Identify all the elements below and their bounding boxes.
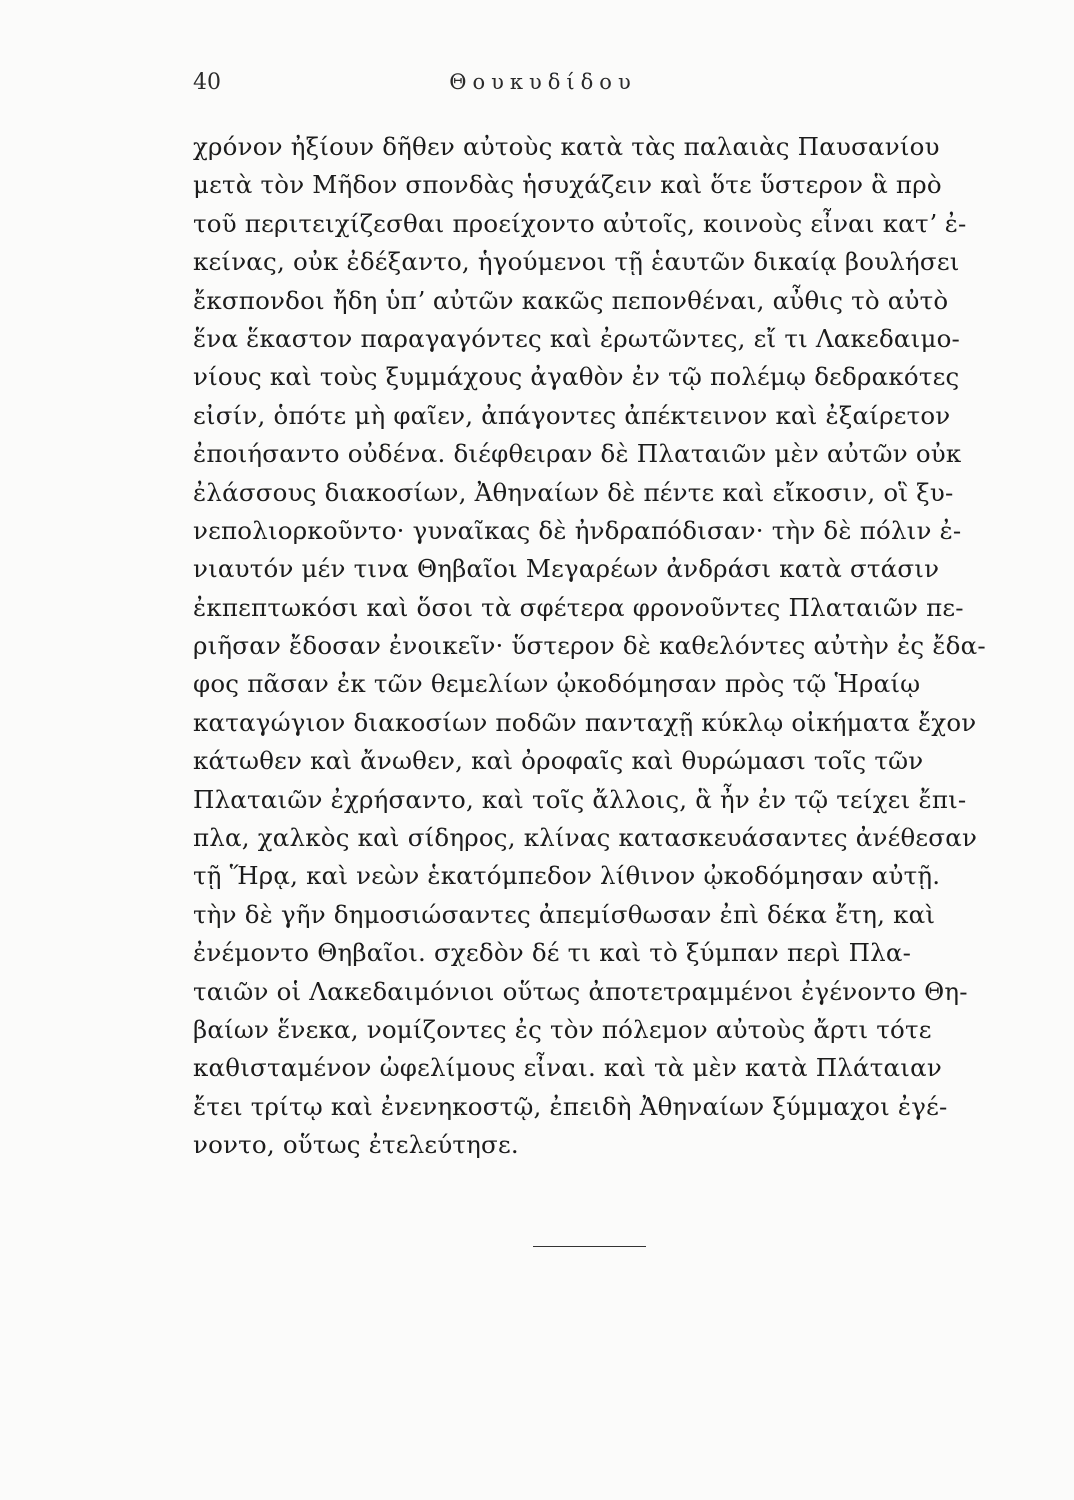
text-line: τοῦ περιτειχίζεσθαι προείχοντο αὐτοῖς, κοινοὺς εἶναι κατʼ ἐ- [193, 208, 967, 238]
text-line: εἰσίν, ὁπότε μὴ φαῖεν, ἀπάγοντες ἀπέκτεινον καὶ ἐξαίρετον [193, 400, 951, 430]
text-line: κείνας, οὐκ ἐδέξαντο, ἡγούμενοι τῇ ἑαυτῶν δικαίᾳ βουλήσει [193, 247, 960, 277]
running-head: Θουκυδίδου [449, 70, 637, 94]
text-line: ἐνέμοντο Θηβαῖοι. σχεδὸν δέ τι καὶ τὸ ξύμπαν περὶ Πλα- [193, 938, 912, 968]
text-line: ἕνα ἕκαστον παραγαγόντες καὶ ἐρωτῶντες, εἴ τι Λακεδαιμο- [193, 323, 960, 353]
text-line: ἐποιήσαντο οὐδένα. διέφθειραν δὲ Πλαταιῶν μὲν αὐτῶν οὐκ [193, 439, 962, 469]
body-text [193, 128, 986, 1165]
text-line: καθισταμένον ὠφελίμους εἶναι. καὶ τὰ μὲν κατὰ Πλάταιαν [193, 1053, 942, 1083]
text-line-final: νοντο, οὕτως ἐτελεύτησε. [193, 1130, 519, 1160]
text-line: νιαυτόν μέν τινα Θηβαῖοι Μεγαρέων ἀνδράσι κατὰ στάσιν [193, 554, 940, 584]
text-line: ἔτει τρίτῳ καὶ ἐνενηκοστῷ, ἐπειδὴ Ἀθηναίων ξύμμαχοι ἐγέ- [193, 1091, 948, 1121]
section-end-rule [533, 1246, 646, 1247]
text-line: καταγώγιον διακοσίων ποδῶν πανταχῇ κύκλῳ οἰκήματα ἔχον [193, 707, 977, 737]
text-line: κάτωθεν καὶ ἄνωθεν, καὶ ὀροφαῖς καὶ θυρώμασι τοῖς τῶν [193, 746, 924, 776]
text-line: τὴν δὲ γῆν δημοσιώσαντες ἀπεμίσθωσαν ἐπὶ δέκα ἔτη, καὶ [193, 899, 936, 929]
text-line: βαίων ἕνεκα, νομίζοντες ἐς τὸν πόλεμον αὐτοὺς ἄρτι τότε [193, 1014, 932, 1044]
text-line: φος πᾶσαν ἐκ τῶν θεμελίων ᾠκοδόμησαν πρὸς τῷ Ἡραίῳ [193, 669, 921, 699]
page-number: 40 [193, 70, 221, 95]
text-line: νεπολιορκοῦντο· γυναῖκας δὲ ἠνδραπόδισαν· τὴν δὲ πόλιν ἐ- [193, 515, 962, 545]
text-line: ἔκσπονδοι ἤδη ὑπʼ αὐτῶν κακῶς πεπονθέναι, αὖθις τὸ αὐτὸ [193, 285, 949, 315]
text-line: ριῆσαν ἔδοσαν ἐνοικεῖν· ὕστερον δὲ καθελόντες αὐτὴν ἐς ἔδα- [193, 631, 986, 661]
text-line: νίους καὶ τοὺς ξυμμάχους ἀγαθὸν ἐν τῷ πολέμῳ δεδρακότες [193, 362, 960, 392]
text-line: μετὰ τὸν Μῆδον σπονδὰς ἡσυχάζειν καὶ ὅτε ὕστερον ἃ πρὸ [193, 170, 942, 200]
text-line: πλα, χαλκὸς καὶ σίδηρος, κλίνας κατασκευάσαντες ἀνέθεσαν [193, 823, 978, 853]
text-line: τῇ Ἥρᾳ, καὶ νεὼν ἑκατόμπεδον λίθινον ᾠκοδόμησαν αὐτῇ. [193, 861, 941, 891]
text-line: ταιῶν οἱ Λακεδαιμόνιοι οὕτως ἀποτετραμμένοι ἐγένοντο Θη- [193, 976, 968, 1006]
text-line: Πλαταιῶν ἐχρήσαντο, καὶ τοῖς ἄλλοις, ἃ ἦν ἐν τῷ τείχει ἔπι- [193, 784, 967, 814]
text-line: ἐκπεπτωκόσι καὶ ὅσοι τὰ σφέτερα φρονοῦντες Πλαταιῶν πε- [193, 592, 964, 622]
page-header [193, 70, 903, 106]
text-line: χρόνον ἠξίουν δῆθεν αὐτοὺς κατὰ τὰς παλαιὰς Παυσανίου [193, 132, 940, 161]
text-line: ἐλάσσους διακοσίων, Ἀθηναίων δὲ πέντε καὶ εἴκοσιν, οἳ ξυ- [193, 477, 954, 507]
